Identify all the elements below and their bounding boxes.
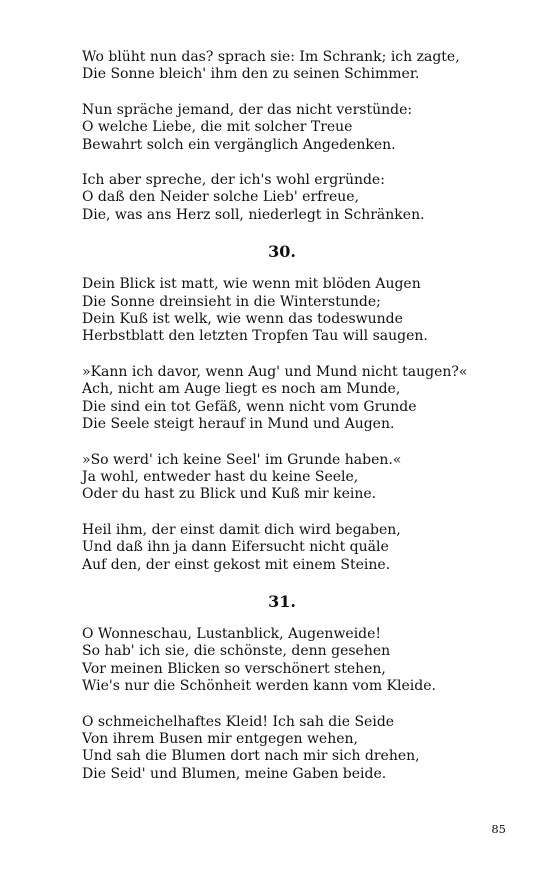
stanza	[82, 172, 502, 224]
page-content	[82, 49, 502, 801]
stanza	[82, 102, 502, 154]
poem-31	[82, 592, 502, 783]
verse-line: Auf den, der einst gekost mit einem Steine.	[82, 556, 391, 573]
verse-line: Ja wohl, entweder hast du keine Seele,	[82, 468, 359, 485]
stanza	[82, 452, 502, 504]
verse-line: »Kann ich davor, wenn Aug' und Mund nicht taugen?«	[82, 363, 468, 380]
verse-line: O schmeichelhaftes Kleid! Ich sah die Seide	[82, 713, 395, 730]
verse-line: Wie's nur die Schönheit werden kann vom Kleide.	[82, 678, 436, 695]
verse-line: Ich aber spreche, der ich's wohl ergründe:	[82, 172, 385, 189]
verse-line: Die Seele steigt herauf in Mund und Augen.	[82, 416, 395, 433]
poem-30	[82, 242, 502, 574]
verse-line: Von ihrem Busen mir entgegen wehen,	[82, 730, 358, 747]
verse-line: So hab' ich sie, die schönste, denn gesehen	[82, 643, 391, 660]
poem-number-heading: 30.	[268, 242, 296, 262]
poem-continuation	[82, 49, 502, 224]
page-number: 85	[491, 822, 506, 836]
poem-number-heading: 31.	[268, 591, 296, 611]
verse-line: Vor meinen Blicken so verschönert stehen,	[82, 660, 386, 677]
verse-line: Herbstblatt den letzten Tropfen Tau will saugen.	[82, 328, 428, 345]
stanza	[82, 714, 502, 784]
verse-line: Dein Blick ist matt, wie wenn mit blöden Augen	[82, 276, 421, 293]
verse-line: Die sind ein tot Gefäß, wenn nicht vom Grunde	[82, 398, 417, 415]
verse-line: Oder du hast zu Blick und Kuß mir keine.	[82, 486, 377, 503]
verse-line: O welche Liebe, die mit solcher Treue	[82, 119, 353, 136]
verse-line: Dein Kuß ist welk, wie wenn das todeswunde	[82, 311, 403, 328]
verse-line: Und sah die Blumen dort nach mir sich drehen,	[82, 748, 420, 765]
verse-line: Die Sonne dreinsieht in die Winterstunde;	[82, 293, 381, 310]
verse-line: Die, was ans Herz soll, niederlegt in Schränken.	[82, 206, 425, 223]
verse-line: Heil ihm, der einst damit dich wird begaben,	[82, 521, 401, 538]
verse-line: Und daß ihn ja dann Eifersucht nicht quäle	[82, 539, 389, 556]
verse-line: O daß den Neider solche Lieb' erfreue,	[82, 189, 360, 206]
stanza	[82, 522, 502, 574]
verse-line: »So werd' ich keine Seel' im Grunde haben.«	[82, 451, 402, 468]
verse-line: O Wonneschau, Lustanblick, Augenweide!	[82, 625, 382, 642]
verse-line: Ach, nicht am Auge liegt es noch am Munde,	[82, 381, 401, 398]
verse-line: Bewahrt solch ein vergänglich Angedenken.	[82, 136, 396, 153]
stanza	[82, 49, 502, 84]
verse-line: Die Sonne bleich' ihm den zu seinen Schimmer.	[82, 66, 420, 83]
verse-line: Die Seid' und Blumen, meine Gaben beide.	[82, 765, 387, 782]
verse-line: Wo blüht nun das? sprach sie: Im Schrank; ich zagte,	[82, 49, 460, 65]
verse-line: Nun spräche jemand, der das nicht verstünde:	[82, 101, 413, 118]
stanza	[82, 276, 502, 346]
stanza	[82, 364, 502, 434]
stanza	[82, 626, 502, 696]
